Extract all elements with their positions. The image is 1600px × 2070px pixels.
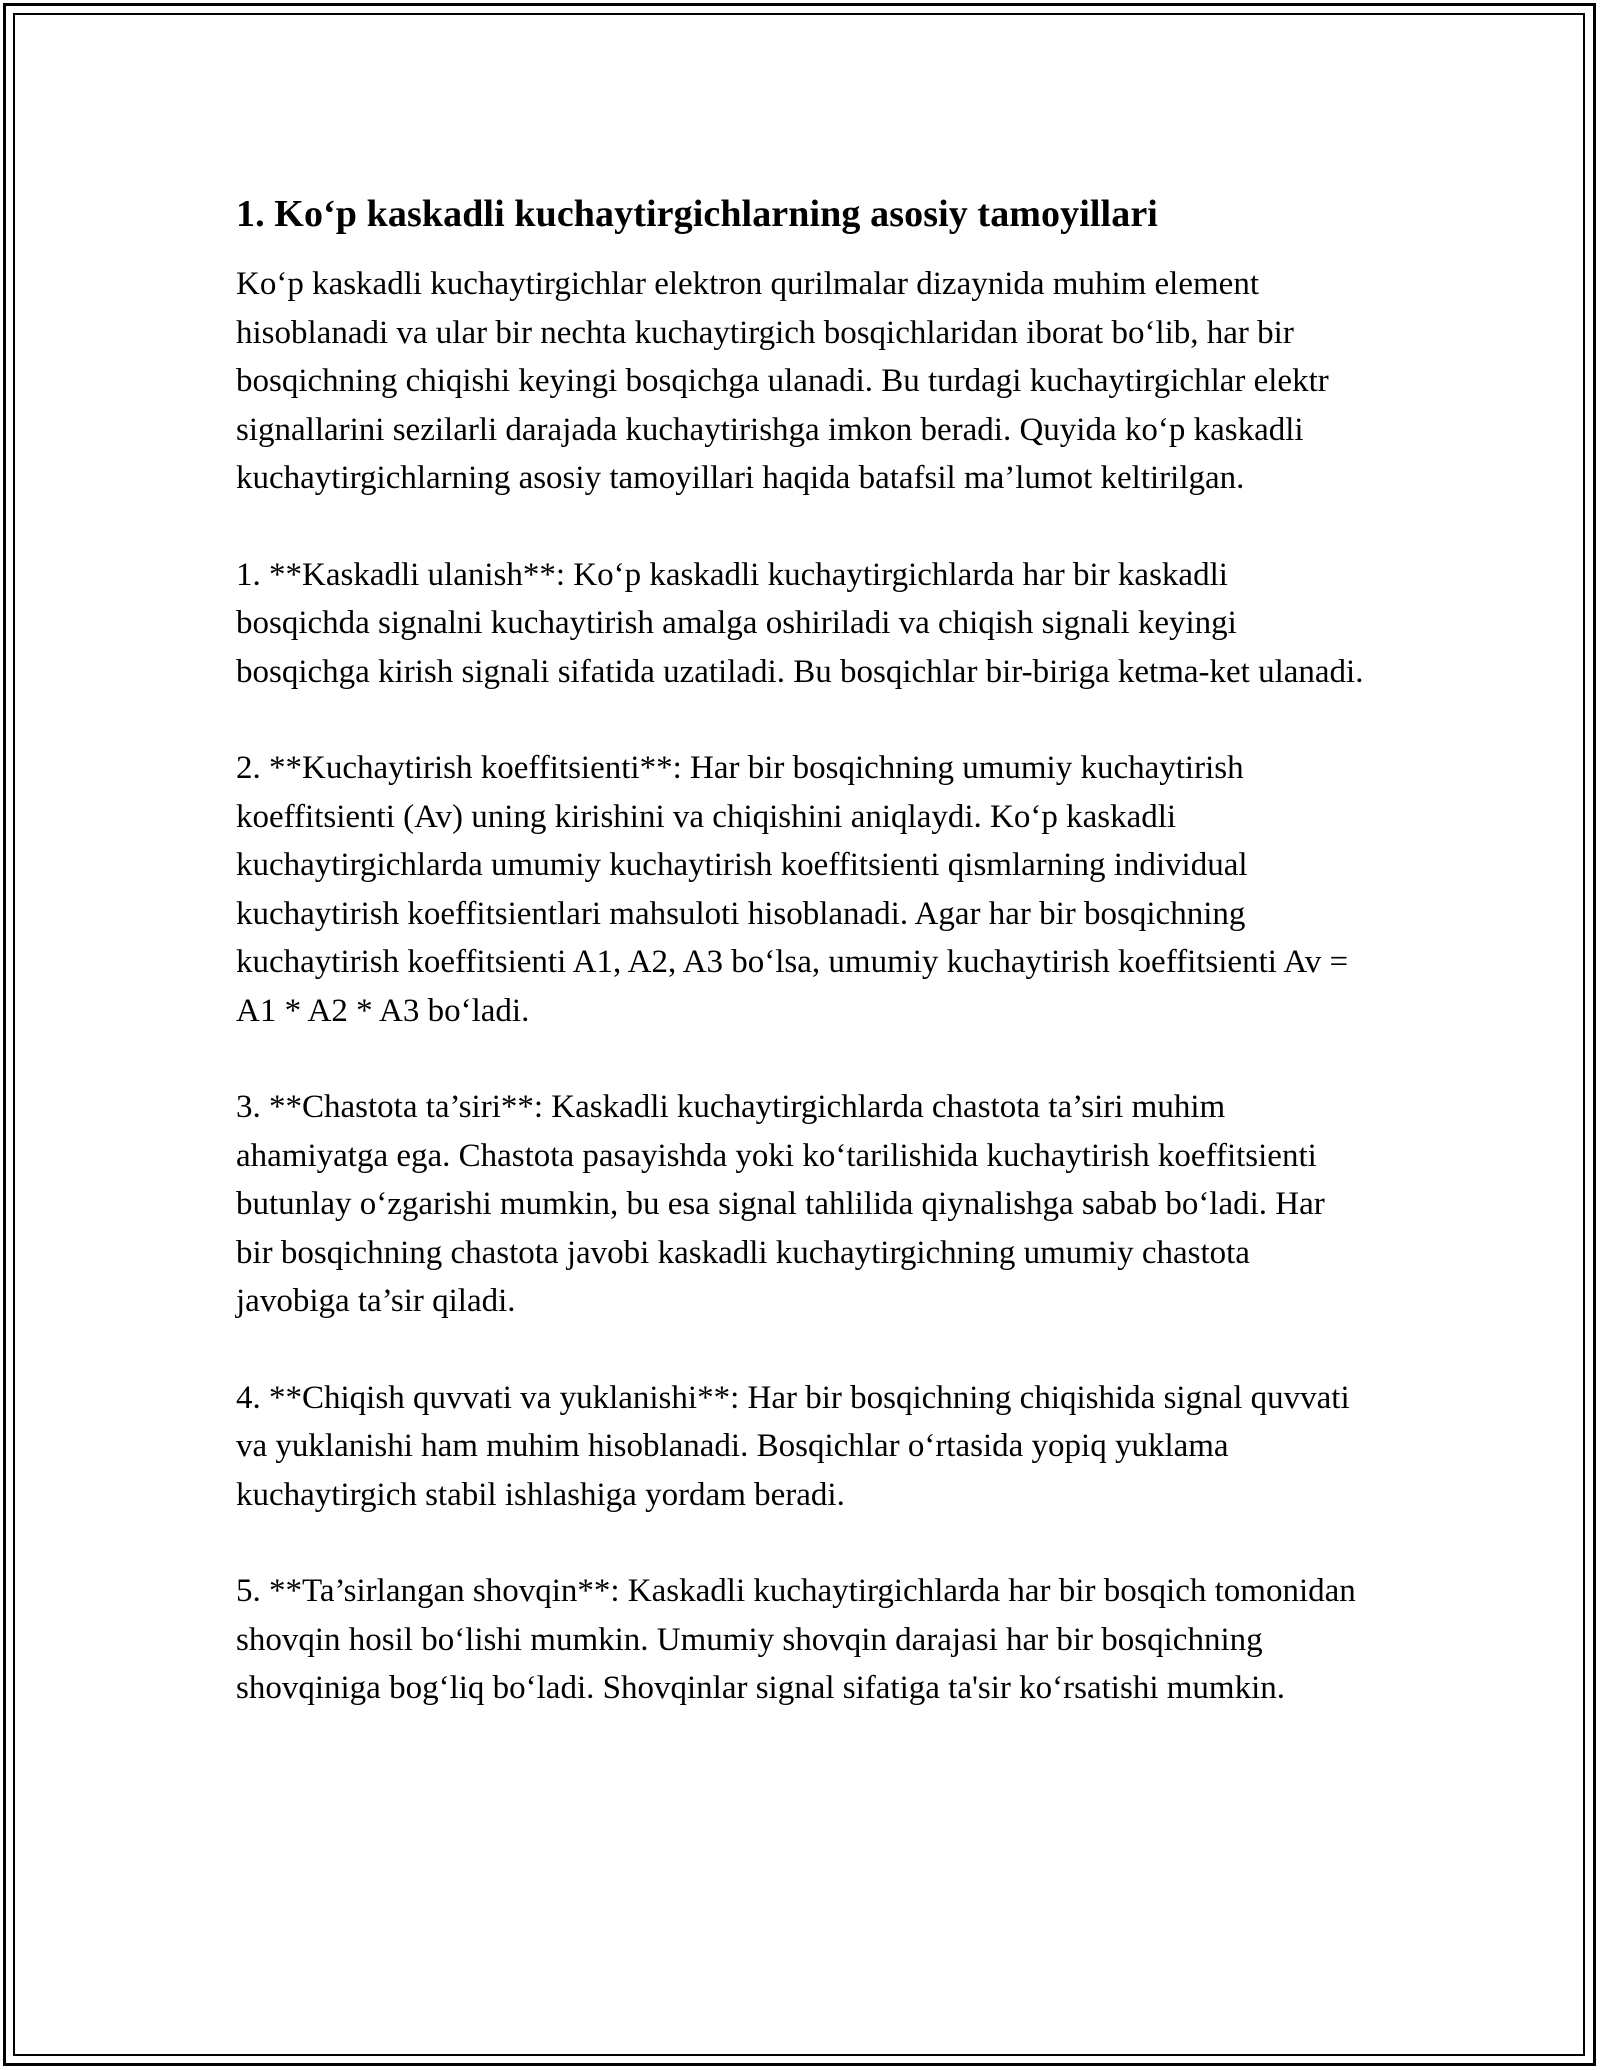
document-body	[236, 186, 1366, 1761]
principle-gain-coefficient: 2. **Kuchaytirish koeffitsienti**: Har bir bosqichning umumiy kuchaytirish koeffitsienti (Av) uning kirishini va chiqishini aniqlaydi. Ko‘p kaskadli kuchaytirgichlarda umumiy kuchaytirish koeffitsienti qismlarning individual kuchaytirish koeffitsientlari mahsuloti hisoblanadi. Agar har bir bosqichning kuchaytirish koeffitsienti A1, A2, A3 bo‘lsa, umumiy kuchaytirish koeffitsienti Av = A1 * A2 * A3 bo‘ladi.	[236, 750, 1349, 1029]
principle-frequency-effect: 3. **Chastota ta’siri**: Kaskadli kuchaytirgichlarda chastota ta’siri muhim ahamiyatga ega. Chastota pasayishda yoki ko‘tarilishida kuchaytirish koeffitsienti butunlay o‘zgarishi mumkin, bu esa signal tahlilida qiynalishga sabab bo‘ladi. Har bir bosqichning chastota javobi kaskadli kuchaytirgichning umumiy chastota javobiga ta’sir qiladi.	[236, 1089, 1325, 1319]
intro-paragraph: Ko‘p kaskadli kuchaytirgichlar elektron qurilmalar dizaynida muhim element hisoblanadi va ular bir nechta kuchaytirgich bosqichlaridan iborat bo‘lib, har bir bosqichning chiqishi keyingi bosqichga ulanadi. Bu turdagi kuchaytirgichlar elektr signallarini sezilarli darajada kuchaytirishga imkon beradi. Quyida ko‘p kaskadli kuchaytirgichlarning asosiy tamoyillari haqida batafsil ma’lumot keltirilgan.	[236, 266, 1329, 496]
principle-cascade-connection: 1. **Kaskadli ulanish**: Ko‘p kaskadli kuchaytirgichlarda har bir kaskadli bosqichda signalni kuchaytirish amalga oshiriladi va chiqish signali keyingi bosqichga kirish signali sifatida uzatiladi. Bu bosqichlar bir-biriga ketma-ket ulanadi.	[236, 556, 1364, 690]
principle-noise: 5. **Ta’sirlangan shovqin**: Kaskadli kuchaytirgichlarda har bir bosqich tomonidan shovqin hosil bo‘lishi mumkin. Umumiy shovqin darajasi har bir bosqichning shovqiniga bog‘liq bo‘ladi. Shovqinlar signal sifatiga ta'sir ko‘rsatishi mumkin.	[236, 1573, 1356, 1706]
section-heading: 1. Ko‘p kaskadli kuchaytirgichlarning asosiy tamoyillari	[236, 193, 1158, 235]
principle-output-power-load: 4. **Chiqish quvvati va yuklanishi**: Har bir bosqichning chiqishida signal quvvati va yuklanishi ham muhim hisoblanadi. Bosqichlar o‘rtasida yopiq yuklama kuchaytirgich stabil ishlashiga yordam beradi.	[236, 1379, 1350, 1513]
